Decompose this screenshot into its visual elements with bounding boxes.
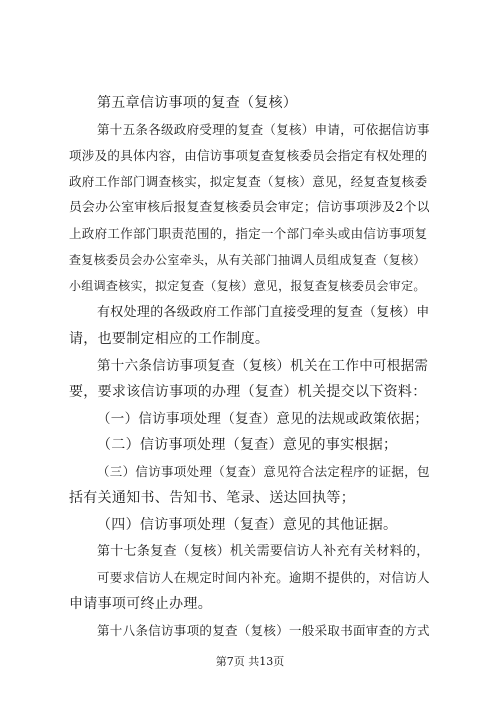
body-line: 第十五条各级政府受理的复查（复核）申请，可依据信访事 bbox=[97, 122, 430, 137]
body-line: 有权处理的各级政府工作部门直接受理的复查（复核）申 bbox=[97, 305, 430, 320]
body-line: 要，要求该信访事项的办理（复查）机关提交以下资料： bbox=[69, 384, 427, 400]
body-line: 括有关通知书、告知书、笔录、送达回执等； bbox=[69, 490, 355, 506]
list-item: （二）信访事项处理（复查）意见的事实根据； bbox=[97, 437, 398, 453]
body-line: 员会办公室审核后报复查复核委员会审定；信访事项涉及2个以 bbox=[69, 200, 430, 215]
body-line: 上政府工作部门职责范围的，指定一个部门牵头或由信访事项复 bbox=[69, 226, 428, 241]
page-number-footer: 第7页 共13页 bbox=[215, 655, 285, 668]
body-line: 第十六条信访事项复查（复核）机关在工作中可根据需 bbox=[97, 358, 429, 374]
list-item: （四）信访事项处理（复查）意见的其他证据。 bbox=[97, 517, 398, 533]
body-line: 第十七条复查（复核）机关需要信访人补充有关材料的， bbox=[97, 544, 430, 559]
body-line: 请，也要制定相应的工作制度。 bbox=[69, 331, 270, 347]
list-item: （三）信访事项处理（复查）意见符合法定程序的证据，包 bbox=[97, 464, 430, 479]
list-item: （一）信访事项处理（复查）意见的法规或政策依据； bbox=[97, 411, 429, 427]
chapter-heading: 第五章信访事项的复查（复核） bbox=[97, 95, 298, 111]
body-line: 申请事项可终止办理。 bbox=[69, 596, 212, 612]
body-line: 政府工作部门调查核实，拟定复查（复核）意见，经复查复核委 bbox=[69, 174, 428, 189]
body-line: 可要求信访人在规定时间内补充。逾期不提供的，对信访人 bbox=[97, 570, 430, 585]
body-line: 项涉及的具体内容，由信访事项复查复核委员会指定有权处理的 bbox=[69, 148, 428, 163]
body-line: 第十八条信访事项的复查（复核）一般采取书面审查的方式 bbox=[97, 623, 430, 638]
body-line: 小组调查核实，拟定复查（复核）意见，报复查复核委员会审定。 bbox=[69, 279, 426, 293]
body-line: 查复核委员会办公室牵头，从有关部门抽调人员组成复查（复核） bbox=[69, 253, 426, 267]
